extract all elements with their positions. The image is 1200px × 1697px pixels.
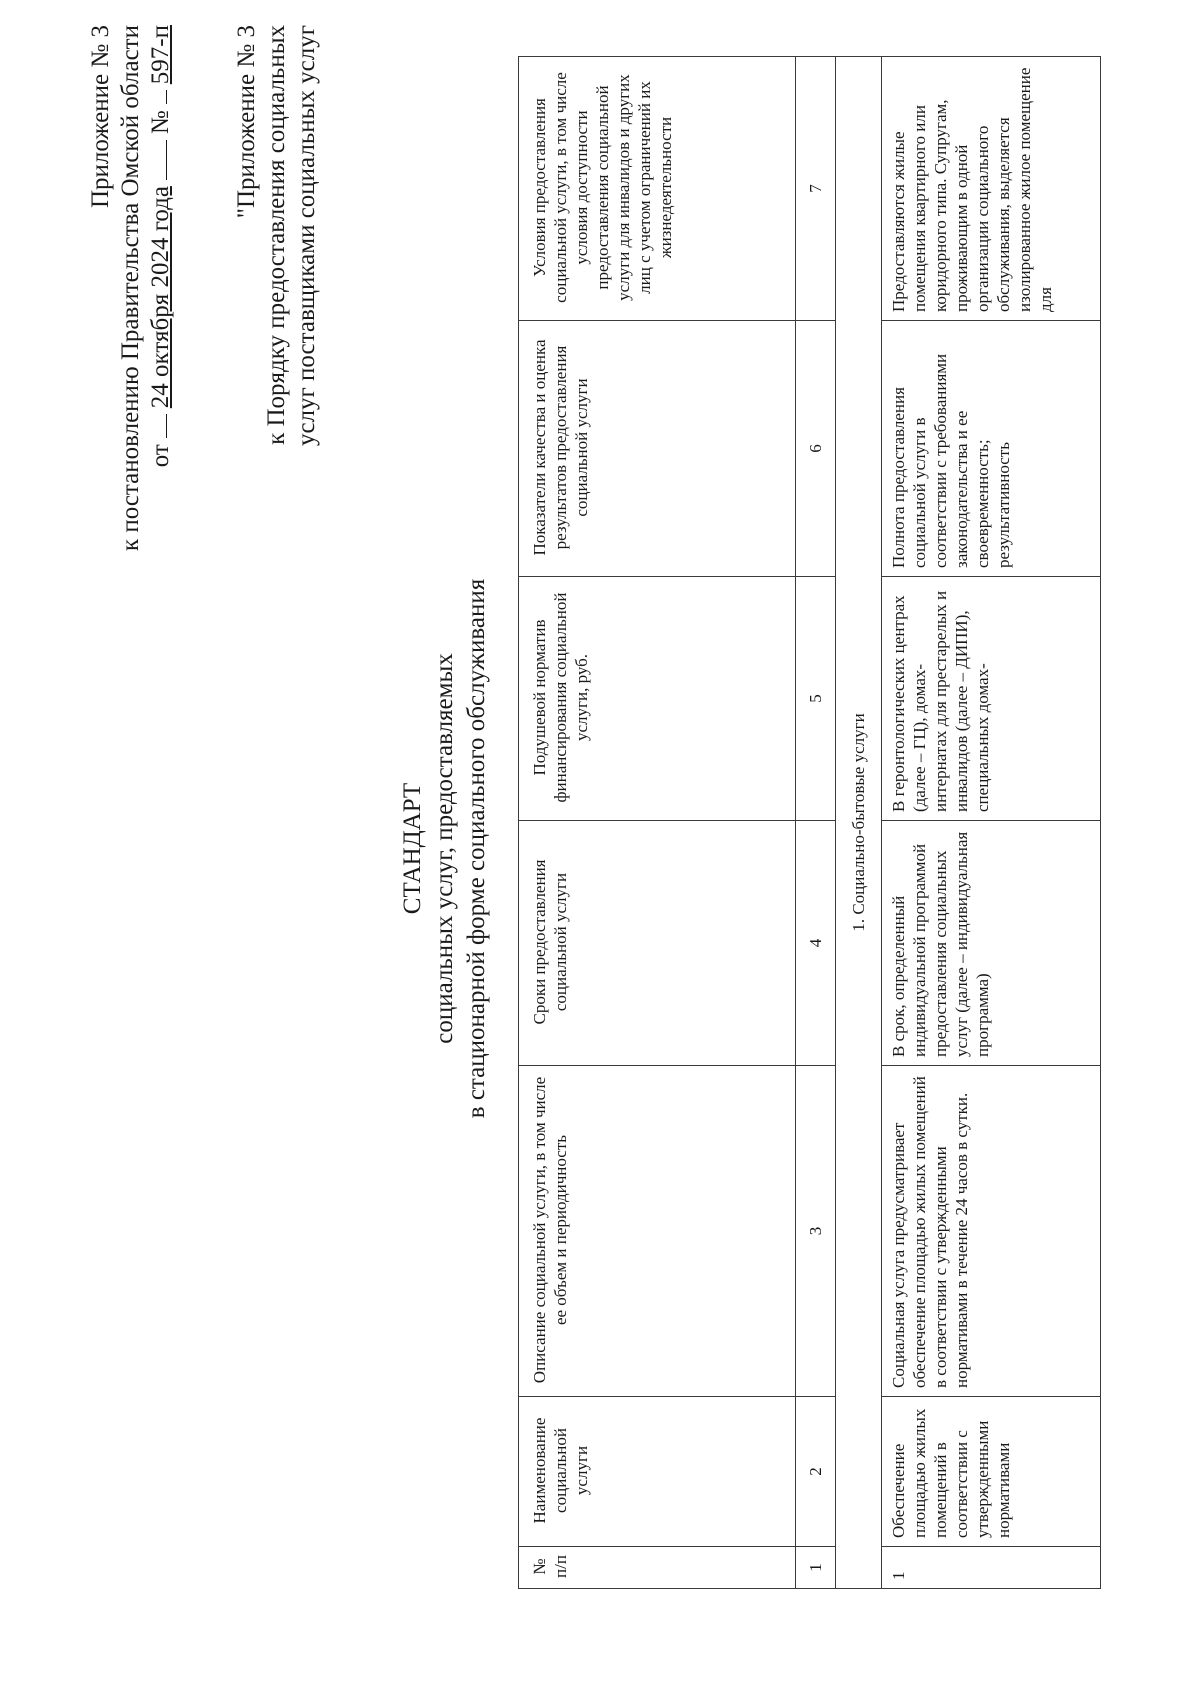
header-cell-quality: Показатели качества и оценка результатов предоставления социальной услуги bbox=[519, 321, 796, 577]
table-row bbox=[882, 57, 1101, 1589]
document-header bbox=[86, 25, 176, 645]
blank-line bbox=[146, 90, 167, 104]
order-line-1: к Порядку предоставления социальных bbox=[263, 25, 290, 445]
header-cell-norm: Подушевой норматив финансирования социальной услуги, руб. bbox=[519, 577, 796, 821]
service-conditions: Предоставляются жилые помещения квартирного или коридорного типа. Супругам, проживающим в одной организации социального обслуживания, выделяется изолированное жилое помещение для bbox=[882, 57, 1101, 321]
prev-appendix-label: "Приложение № 3 bbox=[233, 25, 260, 219]
title-line-1: СТАНДАРТ bbox=[399, 782, 426, 915]
column-number: 7 bbox=[796, 57, 836, 321]
standard-table bbox=[518, 56, 1101, 1589]
header-cell-number: № п/п bbox=[519, 1547, 796, 1589]
column-number: 3 bbox=[796, 1066, 836, 1397]
header-cell-terms: Сроки предоставления социальной услуги bbox=[519, 821, 796, 1066]
resolution-number: 597-п bbox=[147, 25, 174, 85]
header-cell-name: Наименование социальной услуги bbox=[519, 1397, 796, 1547]
blank-line bbox=[146, 414, 167, 438]
header-cell-conditions: Условия предоставления социальной услуги, в том числе условия доступности предоставления социальной услуги для инвалидов и других лиц с учетом ограничений их жизнедеятельности bbox=[519, 57, 796, 321]
column-number-row bbox=[796, 57, 836, 1589]
order-line-2: услуг поставщиками социальных услуг bbox=[293, 25, 320, 447]
column-number: 6 bbox=[796, 321, 836, 577]
section-title: 1. Социально-бытовые услуги bbox=[836, 57, 882, 1589]
number-label: № bbox=[147, 110, 174, 135]
section-row bbox=[836, 57, 882, 1589]
column-number: 5 bbox=[796, 577, 836, 821]
blank-line bbox=[146, 140, 167, 180]
resolution-line: к постановлению Правительства Омской области bbox=[117, 25, 144, 552]
service-name: Обеспечение площадью жилых помещений в соответствии с утвержденными нормативами bbox=[882, 1397, 1101, 1547]
document-title bbox=[397, 0, 493, 1697]
appendix-label: Приложение № 3 bbox=[87, 25, 114, 209]
service-terms: В срок, определенный индивидуальной программой предоставления социальных услуг (далее – индивидуальная программа) bbox=[882, 821, 1101, 1066]
row-number: 1 bbox=[882, 1547, 1101, 1589]
service-quality: Полнота предоставления социальной услуги в соответствии с требованиями законодательства и ее своевременность; результативность bbox=[882, 321, 1101, 577]
title-line-2: социальных услуг, предоставляемых bbox=[431, 653, 458, 1044]
date-number-line bbox=[146, 25, 176, 645]
service-description: Социальная услуга предусматривает обеспечение площадью жилых помещений в соответствии с утвержденными нормативами в течение 24 часов в сутки. bbox=[882, 1066, 1101, 1397]
column-number: 2 bbox=[796, 1397, 836, 1547]
table-header-row bbox=[519, 57, 796, 1589]
column-number: 1 bbox=[796, 1547, 836, 1589]
column-number: 4 bbox=[796, 821, 836, 1066]
service-norm: В геронтологических центрах (далее – ГЦ), домах-интернатах для престарелых и инвалидов (далее – ДИПИ), специальных домах- bbox=[882, 577, 1101, 821]
from-label: от bbox=[147, 444, 174, 468]
header-cell-description: Описание социальной услуги, в том числе ее объем и периодичность bbox=[519, 1066, 796, 1397]
resolution-date: 24 октября 2024 года bbox=[147, 186, 174, 409]
order-reference bbox=[232, 25, 322, 645]
title-line-3: в стационарной форме социального обслуживания bbox=[463, 578, 490, 1119]
